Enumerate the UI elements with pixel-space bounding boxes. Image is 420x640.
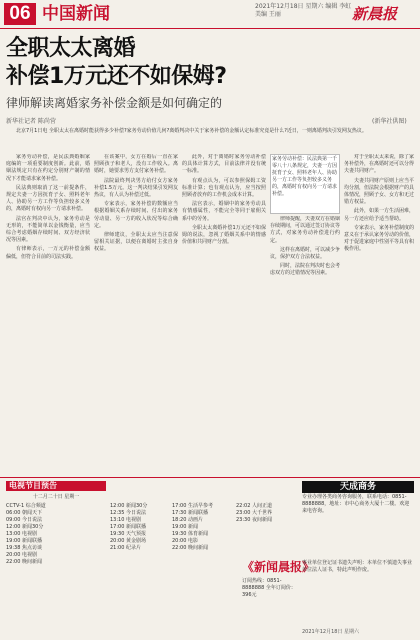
tv-entry: 13:10 电视剧 <box>110 517 141 523</box>
tv-entry: 22:00 晚间新闻 <box>6 559 42 565</box>
tv-entry: 18:20 动画片 <box>172 517 203 523</box>
paragraph: 有律师表示，一万元的补偿金额偏低，但符合目前的司法实践。 <box>6 246 90 260</box>
paragraph: 律师建议，全职太太应当注意保留相关证据，以便在离婚时主张自身权益。 <box>94 232 178 253</box>
tv-entry: 20:00 电影 <box>172 538 198 544</box>
paragraph: 律师提醒，夫妻双方在婚姻存续期间，可以通过签订协议等方式，对家务劳动补偿进行约定。 <box>270 216 340 244</box>
tv-entry: 06:00 朝闻天下 <box>6 510 42 516</box>
tv-entry: 12:35 今日说法 <box>110 510 146 516</box>
tv-entry: 13:00 电视剧 <box>6 531 37 537</box>
header-rule <box>0 28 420 29</box>
paragraph: 法官在判决中认为，家务劳动是无形的，不能简单以金钱衡量，应当综合考虑婚姻存续时间、双方经济状况等因素。 <box>6 215 90 244</box>
tv-entry: 22:02 人间正道 <box>236 503 272 509</box>
tv-entry: 20:00 黄金剧场 <box>110 538 146 544</box>
logo-text: 新晨报 <box>352 5 398 23</box>
tv-column-1 <box>6 503 106 566</box>
tv-entry: 19:38 焦点访谈 <box>6 545 42 551</box>
pull-quote: 家务劳动补偿：民法典第一千零八十八条规定，夫妻一方因抚育子女、照料老年人、协助另一方工作等负担较多义务的，离婚时有权向另一方请求补偿。 <box>272 156 338 197</box>
tv-entry: 17:00 新闻联播 <box>110 524 146 530</box>
tv-listings-date: 十二月二十日 星期一 <box>32 494 80 500</box>
tv-entry: 12:00 新闻30分 <box>6 524 44 530</box>
ad-body: 专业办理各类商务咨询服务，联系电话：0851-8888888，地址：市中心商务大厦十二楼。欢迎来电咨询。 <box>302 494 410 514</box>
paragraph: 家务劳动补偿，是民法典婚姻家庭编的一项重要制度创新。此前，婚姻法规定只有在约定分别财产制的情况下才能请求家务补偿。 <box>6 154 90 182</box>
tv-entry: 19:00 新闻联播 <box>6 538 42 544</box>
body-column-4 <box>270 216 340 474</box>
tv-entry: 12:00 新闻30分 <box>110 503 148 509</box>
tv-entry: 19:30 体育新闻 <box>172 531 208 537</box>
paragraph: 全职太太离婚补偿1万元还不如保姆的说法，忽视了婚姻关系中的情感价值和共同财产分割。 <box>182 224 266 246</box>
body-column-2 <box>94 154 178 474</box>
subheadline: 补偿1万元还不如保姆? <box>6 64 227 89</box>
body-column-3 <box>182 154 266 474</box>
paragraph: 这样在离婚时，可以减少争议，保护双方合法权益。 <box>270 246 340 261</box>
section-title: 中国新闻 <box>42 4 110 24</box>
tv-column-3 <box>172 503 232 552</box>
body-column-1 <box>6 154 90 474</box>
tv-entry: 19:00 新闻 <box>172 524 198 530</box>
lede-paragraph: 北京7月1日电 全职太太在离婚时能获得多少补偿?家务劳动价值几何?离婚判决中关于家务补偿的金额认定标准究竟是什么?近日，一则离婚判决引发网友热议。 <box>16 128 367 134</box>
masthead <box>0 0 420 28</box>
date-line: 2021年12月18日 星期六 编辑 李虹 美编 王丽 <box>255 3 352 18</box>
body-column-5 <box>344 154 414 474</box>
subscription-ad-body: 订阅热线：0851-8888888 全年订阅价：396元 <box>242 578 296 598</box>
paragraph: 专家表示，家务补偿制度的意义在于承认家务劳动的价值，对于促进家庭中性别平等具有积极作用。 <box>344 224 414 253</box>
tv-entry: 19:30 天气预报 <box>110 531 146 537</box>
paragraph: 民法典则取消了这一前提条件，规定夫妻一方因抚育子女、照料老年人、协助另一方工作等负担较多义务的，离婚时有权向另一方请求补偿。 <box>6 184 90 213</box>
tv-entry: 17:00 生活早参考 <box>172 503 213 509</box>
tv-entry: 23:30 夜间新闻 <box>236 517 272 523</box>
paragraph: 夫妻共同财产原则上应当平均分割，但法院会根据财产的具体情况，照顾子女、女方和无过错方权益。 <box>344 177 414 206</box>
deck: 律师解读离婚家务补偿金额是如何确定的 <box>6 96 223 110</box>
paragraph: 在该案中，女方在婚后一直在家照顾孩子和老人，没有工作收入。离婚时，她要求男方支付家务补偿。 <box>94 154 178 175</box>
paragraph: 同时，法院在判决时也会考虑双方的过错情况等因素。 <box>270 263 340 277</box>
byline: 新华社记者 陈尚营 <box>6 118 56 125</box>
tv-column-4 <box>236 503 296 524</box>
tv-entry: 22:00 晚间新闻 <box>172 545 208 551</box>
tv-entry: 23:00 大千世界 <box>236 510 272 516</box>
tv-entry: 17:30 新闻联播 <box>172 510 208 516</box>
tv-column-2 <box>110 503 168 552</box>
tv-entry: 09:00 今日说法 <box>6 517 42 523</box>
page-number: 06 <box>4 3 36 25</box>
notice-ad: 事业单位登记证书遗失声明：本单位不慎遗失事业单位法人证书，特此声明作废。 <box>302 560 413 573</box>
headline: 全职太太离婚 <box>6 36 136 61</box>
paragraph: 专家表示，家务补偿的数额应当根据婚姻关系存续时间、付出的家务劳动量、另一方的收入状况等综合确定。 <box>94 201 178 229</box>
paragraph: 对于全职太太来说，除了家务补偿外，在离婚时还可以分得夫妻共同财产。 <box>344 154 414 175</box>
ad-title: 天成商务 <box>302 481 414 493</box>
section-divider <box>0 477 420 478</box>
tv-entry: CCTV-1 综合频道 <box>6 503 46 509</box>
paragraph: 此外，对于离婚时家务劳动补偿的具体计算方式，目前法律并没有统一标准。 <box>182 154 266 175</box>
paragraph: 此外，如果一方生活困难，另一方还应给予适当帮助。 <box>344 208 414 222</box>
tv-listings-title: 电视节目预告 <box>6 481 106 491</box>
footer-date: 2021年12月18日 星期六 <box>302 629 360 635</box>
paragraph: 法官表示，婚姻中的家务劳动具有情感属性，不能完全等同于雇佣关系中的劳务。 <box>182 201 266 222</box>
tv-entry: 21:00 纪录片 <box>110 545 141 551</box>
paragraph: 有观点认为，可以参照保姆工资标准计算；也有观点认为，应当按照照顾者放弃的工作机会成本计算。 <box>182 177 266 199</box>
photo-credit: (新华社供图) <box>372 118 407 125</box>
newspaper-logo <box>352 1 416 27</box>
paragraph: 法院最终判决男方给付女方家务补偿1.5万元。这一判决结果引发网友热议，有人认为补偿过低。 <box>94 177 178 199</box>
tv-entry: 20:00 电视剧 <box>6 552 37 558</box>
subscription-ad-title: 《新闻晨报》 <box>242 560 315 574</box>
